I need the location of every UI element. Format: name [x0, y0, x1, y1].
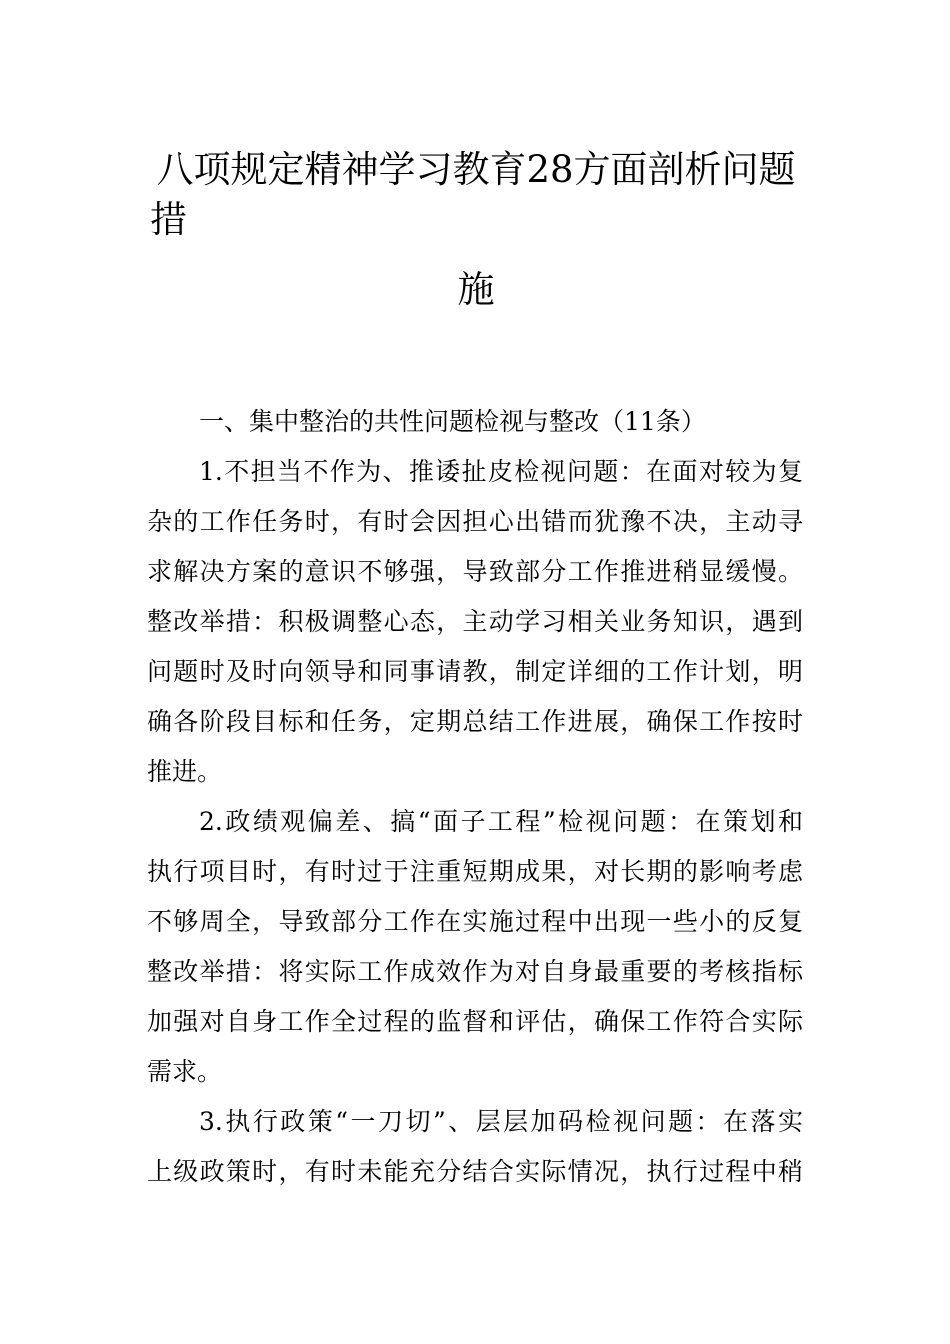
text-line: 不够周全，导致部分工作在实施过程中出现一些小的反复 — [147, 907, 803, 936]
document-title-line-2: 施 — [457, 268, 495, 311]
text-line: 求解决方案的意识不够强，导致部分工作推进稍显缓慢。 — [147, 557, 803, 586]
document-title-line-1: 八项规定精神学习教育28方面剖析问题措 — [150, 148, 796, 241]
text-line: 推进。 — [147, 757, 223, 786]
text-line: 整改举措：将实际工作成效作为对自身最重要的考核指标 — [147, 957, 803, 986]
text-line: 问题时及时向领导和同事请教，制定详细的工作计划，明 — [147, 657, 803, 686]
text-line: 1.不担当不作为、推诿扯皮检视问题：在面对较为复 — [199, 457, 803, 486]
section-heading: 一、集中整治的共性问题检视与整改（11条） — [199, 407, 706, 436]
text-line: 整改举措：积极调整心态，主动学习相关业务知识，遇到 — [147, 607, 803, 636]
document-body — [147, 397, 803, 1197]
text-line: 2.政绩观偏差、搞“面子工程”检视问题：在策划和 — [199, 807, 803, 836]
text-line: 需求。 — [147, 1057, 223, 1086]
text-line: 3.执行政策“一刀切”、层层加码检视问题：在落实 — [199, 1107, 803, 1136]
text-line: 确各阶段目标和任务，定期总结工作进展，确保工作按时 — [147, 707, 803, 736]
text-line: 上级政策时，有时未能充分结合实际情况，执行过程中稍 — [147, 1157, 803, 1186]
text-line: 加强对自身工作全过程的监督和评估，确保工作符合实际 — [147, 1007, 803, 1036]
text-line: 杂的工作任务时，有时会因担心出错而犹豫不决，主动寻 — [147, 507, 803, 536]
text-line: 执行项目时，有时过于注重短期成果，对长期的影响考虑 — [147, 857, 803, 886]
